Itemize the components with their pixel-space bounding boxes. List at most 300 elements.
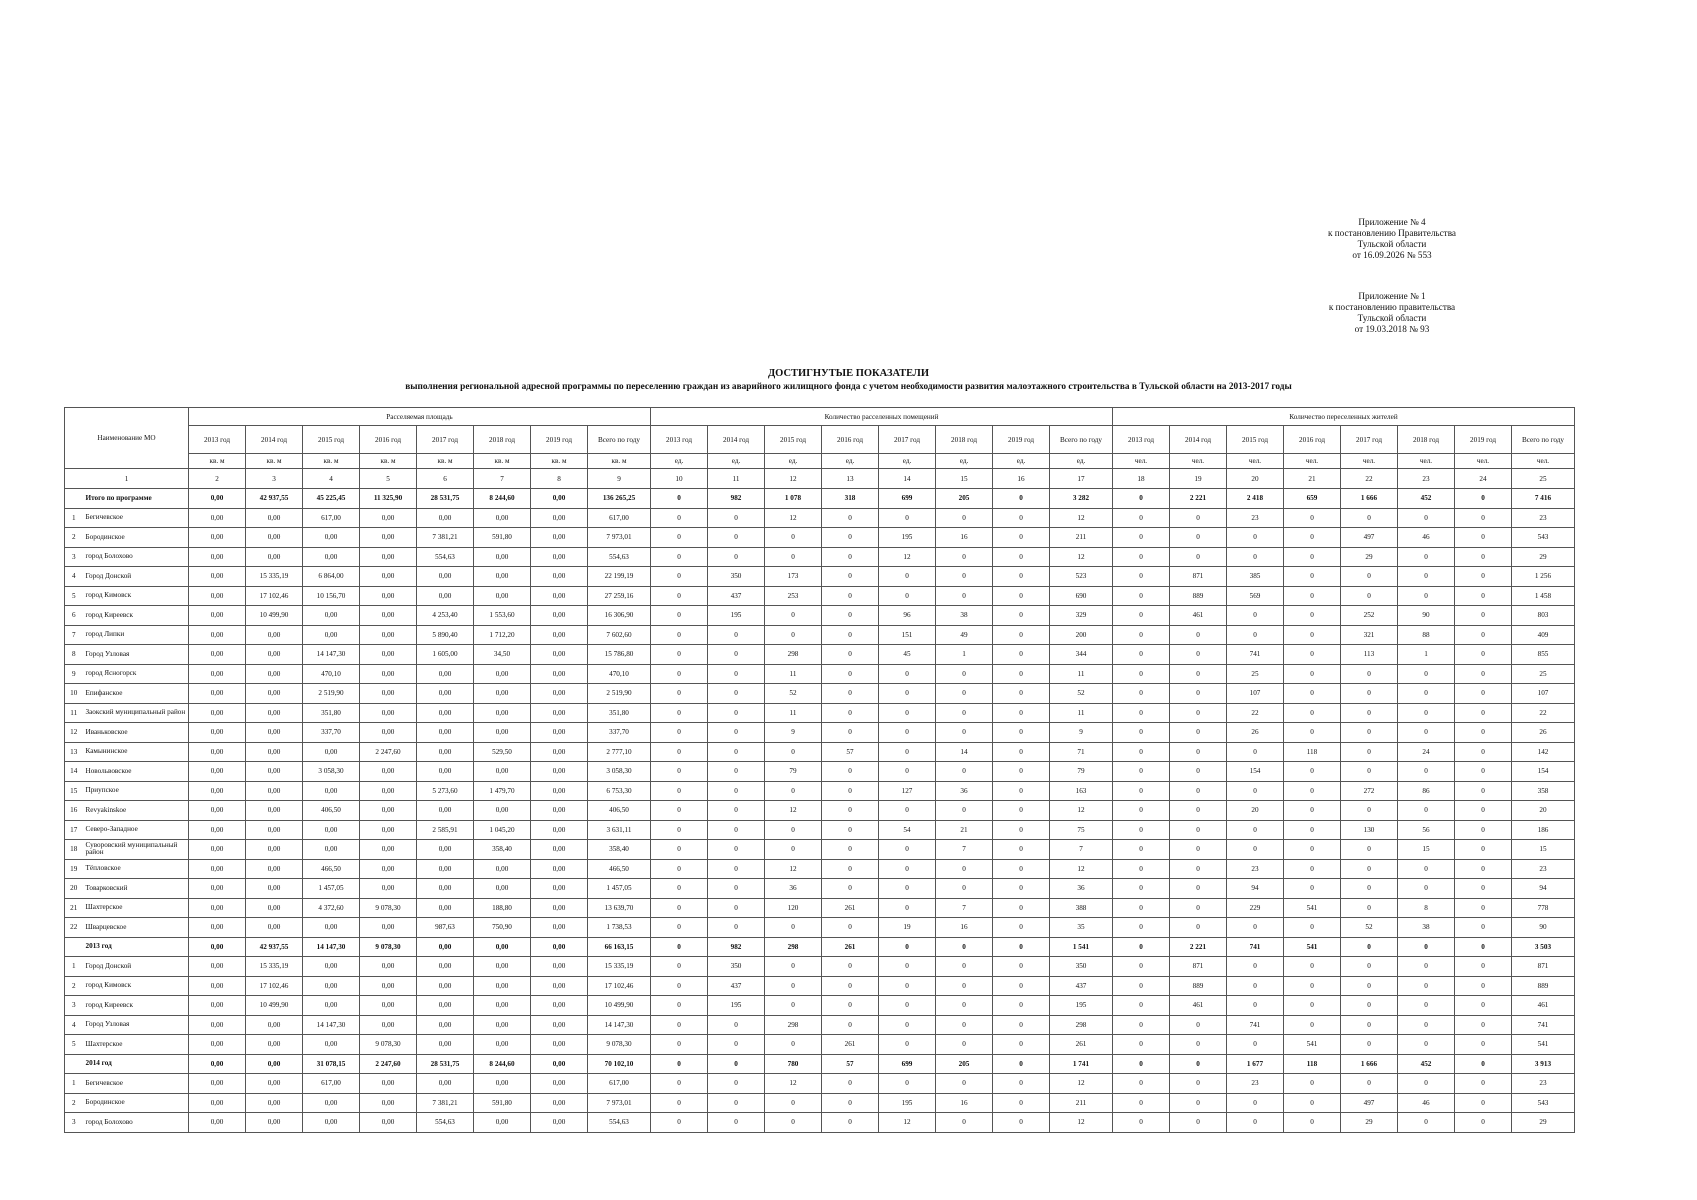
- value-cell: 0: [822, 996, 879, 1016]
- value-cell: 0: [1113, 1113, 1170, 1133]
- value-cell: 0,00: [531, 1113, 588, 1133]
- value-cell: 0: [708, 1074, 765, 1094]
- value-cell: 0,00: [189, 918, 246, 938]
- value-cell: 0: [1455, 762, 1512, 782]
- row-number-cell: 5: [65, 586, 83, 606]
- value-cell: 11 325,90: [360, 489, 417, 509]
- value-cell: 25: [1512, 664, 1575, 684]
- value-cell: 0: [993, 528, 1050, 548]
- value-cell: 0: [879, 703, 936, 723]
- value-cell: 0: [651, 625, 708, 645]
- value-cell: 7: [1050, 840, 1113, 860]
- value-cell: 29: [1341, 547, 1398, 567]
- value-cell: 0: [708, 684, 765, 704]
- value-cell: 617,00: [303, 508, 360, 528]
- table-row: [65, 1074, 1575, 1094]
- value-cell: 0: [708, 859, 765, 879]
- value-cell: 0: [1113, 508, 1170, 528]
- header-name-cell: Наименование МО: [65, 408, 189, 469]
- header-row: [65, 469, 1575, 489]
- municipality-name-cell: Бородинское: [83, 528, 189, 548]
- value-cell: 0,00: [474, 547, 531, 567]
- value-cell: 0: [993, 976, 1050, 996]
- value-cell: 26: [1512, 723, 1575, 743]
- value-cell: 0,00: [303, 606, 360, 626]
- value-cell: 0: [879, 1035, 936, 1055]
- value-cell: 0,00: [189, 996, 246, 1016]
- value-cell: 0: [936, 1035, 993, 1055]
- value-cell: 9 078,30: [588, 1035, 651, 1055]
- value-cell: 0,00: [474, 664, 531, 684]
- value-cell: 0: [765, 1035, 822, 1055]
- column-number-cell: 20: [1227, 469, 1284, 489]
- value-cell: 0,00: [246, 918, 303, 938]
- value-cell: 94: [1227, 879, 1284, 899]
- value-cell: 0,00: [474, 976, 531, 996]
- value-cell: 205: [936, 1054, 993, 1074]
- value-cell: 0,00: [303, 976, 360, 996]
- value-cell: 0,00: [531, 781, 588, 801]
- value-cell: 0,00: [360, 762, 417, 782]
- value-cell: 0: [708, 528, 765, 548]
- header-year-cell: 2019 год: [531, 426, 588, 454]
- table-row: [65, 606, 1575, 626]
- value-cell: 0: [1455, 820, 1512, 840]
- value-cell: 0: [1455, 1054, 1512, 1074]
- value-cell: 0: [1113, 742, 1170, 762]
- value-cell: 0,00: [303, 1093, 360, 1113]
- value-cell: 0,00: [474, 723, 531, 743]
- header-unit-cell: ед.: [651, 454, 708, 469]
- value-cell: 211: [1050, 528, 1113, 548]
- value-cell: 0: [1341, 664, 1398, 684]
- value-cell: 0: [651, 879, 708, 899]
- value-cell: 0: [1227, 742, 1284, 762]
- column-number-cell: 13: [822, 469, 879, 489]
- column-number-cell: 24: [1455, 469, 1512, 489]
- value-cell: 0,00: [417, 937, 474, 957]
- value-cell: 29: [1341, 1113, 1398, 1133]
- value-cell: 699: [879, 1054, 936, 1074]
- municipality-name-cell: Иваньковское: [83, 723, 189, 743]
- value-cell: 337,70: [588, 723, 651, 743]
- value-cell: 0: [708, 625, 765, 645]
- value-cell: 0,00: [246, 1015, 303, 1035]
- value-cell: 0: [822, 1093, 879, 1113]
- value-cell: 0,00: [189, 859, 246, 879]
- value-cell: 0: [1227, 996, 1284, 1016]
- value-cell: 0: [1398, 1015, 1455, 1035]
- value-cell: 0: [1341, 879, 1398, 899]
- value-cell: 22: [1512, 703, 1575, 723]
- value-cell: 195: [708, 606, 765, 626]
- value-cell: 0,00: [303, 996, 360, 1016]
- value-cell: 0: [1398, 801, 1455, 821]
- header-year-cell: 2016 год: [360, 426, 417, 454]
- value-cell: 0: [1227, 528, 1284, 548]
- value-cell: 0,00: [303, 820, 360, 840]
- value-cell: 0,00: [360, 684, 417, 704]
- value-cell: 0,00: [303, 1113, 360, 1133]
- value-cell: 0: [1227, 918, 1284, 938]
- value-cell: 8 244,60: [474, 489, 531, 509]
- value-cell: 0: [993, 840, 1050, 860]
- value-cell: 9: [765, 723, 822, 743]
- header-unit-cell: ед.: [879, 454, 936, 469]
- value-cell: 0: [765, 547, 822, 567]
- value-cell: 0: [1170, 781, 1227, 801]
- value-cell: 0,00: [531, 996, 588, 1016]
- value-cell: 0,00: [189, 723, 246, 743]
- value-cell: 0: [822, 781, 879, 801]
- header-year-cell: 2017 год: [1341, 426, 1398, 454]
- value-cell: 11: [765, 703, 822, 723]
- value-cell: 0,00: [189, 801, 246, 821]
- value-cell: 52: [765, 684, 822, 704]
- value-cell: 5 273,60: [417, 781, 474, 801]
- value-cell: 0: [1341, 1015, 1398, 1035]
- value-cell: 0: [651, 840, 708, 860]
- value-cell: 0,00: [189, 606, 246, 626]
- value-cell: 0: [822, 723, 879, 743]
- value-cell: 3 913: [1512, 1054, 1575, 1074]
- value-cell: 0: [1170, 1035, 1227, 1055]
- value-cell: 0: [1113, 606, 1170, 626]
- value-cell: 0: [765, 820, 822, 840]
- municipality-name-cell: Суворовский муниципальный район: [83, 840, 189, 860]
- value-cell: 0: [708, 703, 765, 723]
- appendix-1-line: Приложение № 1: [1358, 291, 1426, 301]
- value-cell: 0: [708, 879, 765, 899]
- value-cell: 16: [936, 918, 993, 938]
- value-cell: 0: [651, 781, 708, 801]
- value-cell: 0,00: [417, 859, 474, 879]
- value-cell: 0: [1455, 801, 1512, 821]
- value-cell: 541: [1284, 898, 1341, 918]
- value-cell: 0: [1170, 840, 1227, 860]
- value-cell: 0: [1341, 508, 1398, 528]
- value-cell: 0: [1113, 1054, 1170, 1074]
- row-number-cell: 9: [65, 664, 83, 684]
- value-cell: 0: [1455, 1035, 1512, 1055]
- value-cell: 0,00: [189, 937, 246, 957]
- column-number-cell: 4: [303, 469, 360, 489]
- value-cell: 0: [822, 547, 879, 567]
- value-cell: 0: [822, 1074, 879, 1094]
- value-cell: 0: [1455, 684, 1512, 704]
- value-cell: 0,00: [246, 625, 303, 645]
- value-cell: 461: [1170, 996, 1227, 1016]
- value-cell: 541: [1284, 937, 1341, 957]
- value-cell: 0: [993, 606, 1050, 626]
- value-cell: 36: [1050, 879, 1113, 899]
- value-cell: 0: [1455, 723, 1512, 743]
- value-cell: 0: [1113, 840, 1170, 860]
- value-cell: 337,70: [303, 723, 360, 743]
- value-cell: 0: [822, 976, 879, 996]
- value-cell: 12: [1050, 801, 1113, 821]
- header-unit-cell: чел.: [1113, 454, 1170, 469]
- value-cell: 15 335,19: [588, 957, 651, 977]
- value-cell: 229: [1227, 898, 1284, 918]
- value-cell: 0,00: [474, 996, 531, 1016]
- value-cell: 120: [765, 898, 822, 918]
- value-cell: 0: [708, 547, 765, 567]
- value-cell: 0: [936, 879, 993, 899]
- table-row: [65, 898, 1575, 918]
- municipality-name-cell: город Киреевск: [83, 996, 189, 1016]
- value-cell: 0: [1284, 996, 1341, 1016]
- value-cell: 0: [993, 586, 1050, 606]
- value-cell: 0,00: [189, 703, 246, 723]
- value-cell: 0: [879, 976, 936, 996]
- column-number-cell: 18: [1113, 469, 1170, 489]
- value-cell: 0: [993, 645, 1050, 665]
- value-cell: 0,00: [360, 606, 417, 626]
- value-cell: 0,00: [531, 586, 588, 606]
- value-cell: 0: [1341, 996, 1398, 1016]
- value-cell: 554,63: [588, 547, 651, 567]
- value-cell: 0: [993, 1054, 1050, 1074]
- value-cell: 0,00: [474, 879, 531, 899]
- value-cell: 0,00: [189, 586, 246, 606]
- value-cell: 0: [822, 567, 879, 587]
- header-unit-cell: чел.: [1341, 454, 1398, 469]
- value-cell: 523: [1050, 567, 1113, 587]
- value-cell: 0,00: [531, 1054, 588, 1074]
- value-cell: 0,00: [531, 976, 588, 996]
- row-number-cell: 8: [65, 645, 83, 665]
- value-cell: 12: [765, 508, 822, 528]
- value-cell: 0: [1341, 762, 1398, 782]
- value-cell: 0,00: [360, 879, 417, 899]
- value-cell: 36: [765, 879, 822, 899]
- municipality-name-cell: Северо-Западное: [83, 820, 189, 840]
- table-row: [65, 1035, 1575, 1055]
- value-cell: 0: [993, 781, 1050, 801]
- value-cell: 541: [1512, 1035, 1575, 1055]
- value-cell: 0: [1455, 859, 1512, 879]
- value-cell: 0,00: [531, 840, 588, 860]
- row-number-cell: 13: [65, 742, 83, 762]
- value-cell: 107: [1227, 684, 1284, 704]
- value-cell: 529,50: [474, 742, 531, 762]
- value-cell: 1 458: [1512, 586, 1575, 606]
- value-cell: 0: [993, 625, 1050, 645]
- value-cell: 9 078,30: [360, 1035, 417, 1055]
- value-cell: 0: [1284, 645, 1341, 665]
- value-cell: 2 418: [1227, 489, 1284, 509]
- value-cell: 0: [936, 1113, 993, 1133]
- value-cell: 0,00: [531, 723, 588, 743]
- municipality-name-cell: 2014 год: [83, 1054, 189, 1074]
- value-cell: 0: [822, 879, 879, 899]
- value-cell: 298: [765, 937, 822, 957]
- value-cell: 96: [879, 606, 936, 626]
- value-cell: 0,00: [360, 723, 417, 743]
- value-cell: 461: [1170, 606, 1227, 626]
- header-year-cell: 2014 год: [708, 426, 765, 454]
- header-year-cell: 2015 год: [765, 426, 822, 454]
- value-cell: 543: [1512, 528, 1575, 548]
- value-cell: 0,00: [246, 547, 303, 567]
- value-cell: 0,00: [246, 859, 303, 879]
- value-cell: 541: [1284, 1035, 1341, 1055]
- value-cell: 0,00: [189, 664, 246, 684]
- value-cell: 0,00: [474, 859, 531, 879]
- value-cell: 1 553,60: [474, 606, 531, 626]
- value-cell: 0,00: [360, 528, 417, 548]
- value-cell: 1 457,05: [303, 879, 360, 899]
- municipality-name-cell: Бородинское: [83, 1093, 189, 1113]
- value-cell: 7 381,21: [417, 528, 474, 548]
- value-cell: 0,00: [189, 489, 246, 509]
- value-cell: 0,00: [531, 801, 588, 821]
- value-cell: 1 078: [765, 489, 822, 509]
- value-cell: 0,00: [531, 1074, 588, 1094]
- value-cell: 7 973,01: [588, 1093, 651, 1113]
- value-cell: 0,00: [303, 781, 360, 801]
- value-cell: 0: [1341, 801, 1398, 821]
- value-cell: 6 753,30: [588, 781, 651, 801]
- value-cell: 0: [1398, 723, 1455, 743]
- value-cell: 0: [1284, 859, 1341, 879]
- value-cell: 0,00: [360, 820, 417, 840]
- value-cell: 0: [1113, 1093, 1170, 1113]
- table-total-row: [65, 1054, 1575, 1074]
- value-cell: 0: [993, 820, 1050, 840]
- value-cell: 0: [1455, 1074, 1512, 1094]
- value-cell: 0: [1170, 898, 1227, 918]
- row-number-cell: 2: [65, 1093, 83, 1113]
- municipality-name-cell: город Липки: [83, 625, 189, 645]
- value-cell: 0: [651, 723, 708, 743]
- value-cell: 690: [1050, 586, 1113, 606]
- municipality-name-cell: Тёпловское: [83, 859, 189, 879]
- value-cell: 1 741: [1050, 1054, 1113, 1074]
- header-year-cell: 2018 год: [1398, 426, 1455, 454]
- header-year-cell: Всего по году: [1512, 426, 1575, 454]
- header-year-cell: 2016 год: [822, 426, 879, 454]
- value-cell: 0,00: [474, 684, 531, 704]
- header-year-cell: 2017 год: [417, 426, 474, 454]
- value-cell: 0,00: [189, 684, 246, 704]
- value-cell: 0: [765, 918, 822, 938]
- value-cell: 0: [1284, 703, 1341, 723]
- value-cell: 871: [1170, 957, 1227, 977]
- value-cell: 0: [708, 898, 765, 918]
- value-cell: 107: [1512, 684, 1575, 704]
- value-cell: 0: [1170, 684, 1227, 704]
- row-number-cell: 4: [65, 567, 83, 587]
- value-cell: 329: [1050, 606, 1113, 626]
- table-total-row: [65, 937, 1575, 957]
- column-number-cell: 1: [65, 469, 189, 489]
- value-cell: 94: [1512, 879, 1575, 899]
- value-cell: 0,00: [417, 586, 474, 606]
- table-row: [65, 1113, 1575, 1133]
- value-cell: 0: [1455, 625, 1512, 645]
- value-cell: 29: [1512, 1113, 1575, 1133]
- value-cell: 0: [1455, 586, 1512, 606]
- value-cell: 0,00: [189, 1074, 246, 1094]
- value-cell: 0,00: [246, 879, 303, 899]
- value-cell: 0: [651, 508, 708, 528]
- value-cell: 0: [708, 820, 765, 840]
- value-cell: 1: [936, 645, 993, 665]
- value-cell: 437: [1050, 976, 1113, 996]
- value-cell: 497: [1341, 1093, 1398, 1113]
- table-row: [65, 801, 1575, 821]
- value-cell: 470,10: [588, 664, 651, 684]
- value-cell: 543: [1512, 1093, 1575, 1113]
- value-cell: 0: [708, 723, 765, 743]
- value-cell: 0: [765, 606, 822, 626]
- header-unit-cell: ед.: [708, 454, 765, 469]
- value-cell: 0: [1227, 1093, 1284, 1113]
- value-cell: 0,00: [474, 937, 531, 957]
- value-cell: 0: [1398, 957, 1455, 977]
- value-cell: 0: [651, 742, 708, 762]
- value-cell: 0: [1284, 957, 1341, 977]
- value-cell: 0: [651, 547, 708, 567]
- value-cell: 0,00: [360, 625, 417, 645]
- value-cell: 261: [822, 937, 879, 957]
- value-cell: 350: [708, 957, 765, 977]
- value-cell: 0: [651, 801, 708, 821]
- row-number-cell: 3: [65, 1113, 83, 1133]
- value-cell: 0,00: [246, 528, 303, 548]
- value-cell: 0: [936, 976, 993, 996]
- value-cell: 0,00: [417, 762, 474, 782]
- header-unit-cell: кв. м: [360, 454, 417, 469]
- value-cell: 0: [1398, 996, 1455, 1016]
- table-row: [65, 684, 1575, 704]
- municipality-name-cell: город Киреевск: [83, 606, 189, 626]
- value-cell: 163: [1050, 781, 1113, 801]
- column-number-cell: 2: [189, 469, 246, 489]
- value-cell: 10 499,90: [246, 996, 303, 1016]
- value-cell: 0,00: [531, 684, 588, 704]
- value-cell: 0: [708, 781, 765, 801]
- header-unit-cell: ед.: [936, 454, 993, 469]
- value-cell: 0: [993, 547, 1050, 567]
- value-cell: 0: [1170, 762, 1227, 782]
- value-cell: 52: [1050, 684, 1113, 704]
- value-cell: 0: [822, 957, 879, 977]
- municipality-name-cell: Город Узловая: [83, 1015, 189, 1035]
- value-cell: 0: [1341, 840, 1398, 860]
- column-number-cell: 16: [993, 469, 1050, 489]
- value-cell: 0,00: [360, 1113, 417, 1133]
- value-cell: 1 712,20: [474, 625, 531, 645]
- table-row: [65, 547, 1575, 567]
- value-cell: 23: [1227, 859, 1284, 879]
- value-cell: 0: [822, 1015, 879, 1035]
- value-cell: 0: [708, 1113, 765, 1133]
- value-cell: 12: [765, 859, 822, 879]
- value-cell: 0: [1284, 801, 1341, 821]
- value-cell: 591,80: [474, 1093, 531, 1113]
- value-cell: 1 045,20: [474, 820, 531, 840]
- value-cell: 0: [822, 1113, 879, 1133]
- value-cell: 0,00: [474, 1074, 531, 1094]
- value-cell: 0: [1284, 625, 1341, 645]
- value-cell: 70 102,10: [588, 1054, 651, 1074]
- value-cell: 0: [1398, 859, 1455, 879]
- value-cell: 0: [879, 937, 936, 957]
- value-cell: 0: [651, 976, 708, 996]
